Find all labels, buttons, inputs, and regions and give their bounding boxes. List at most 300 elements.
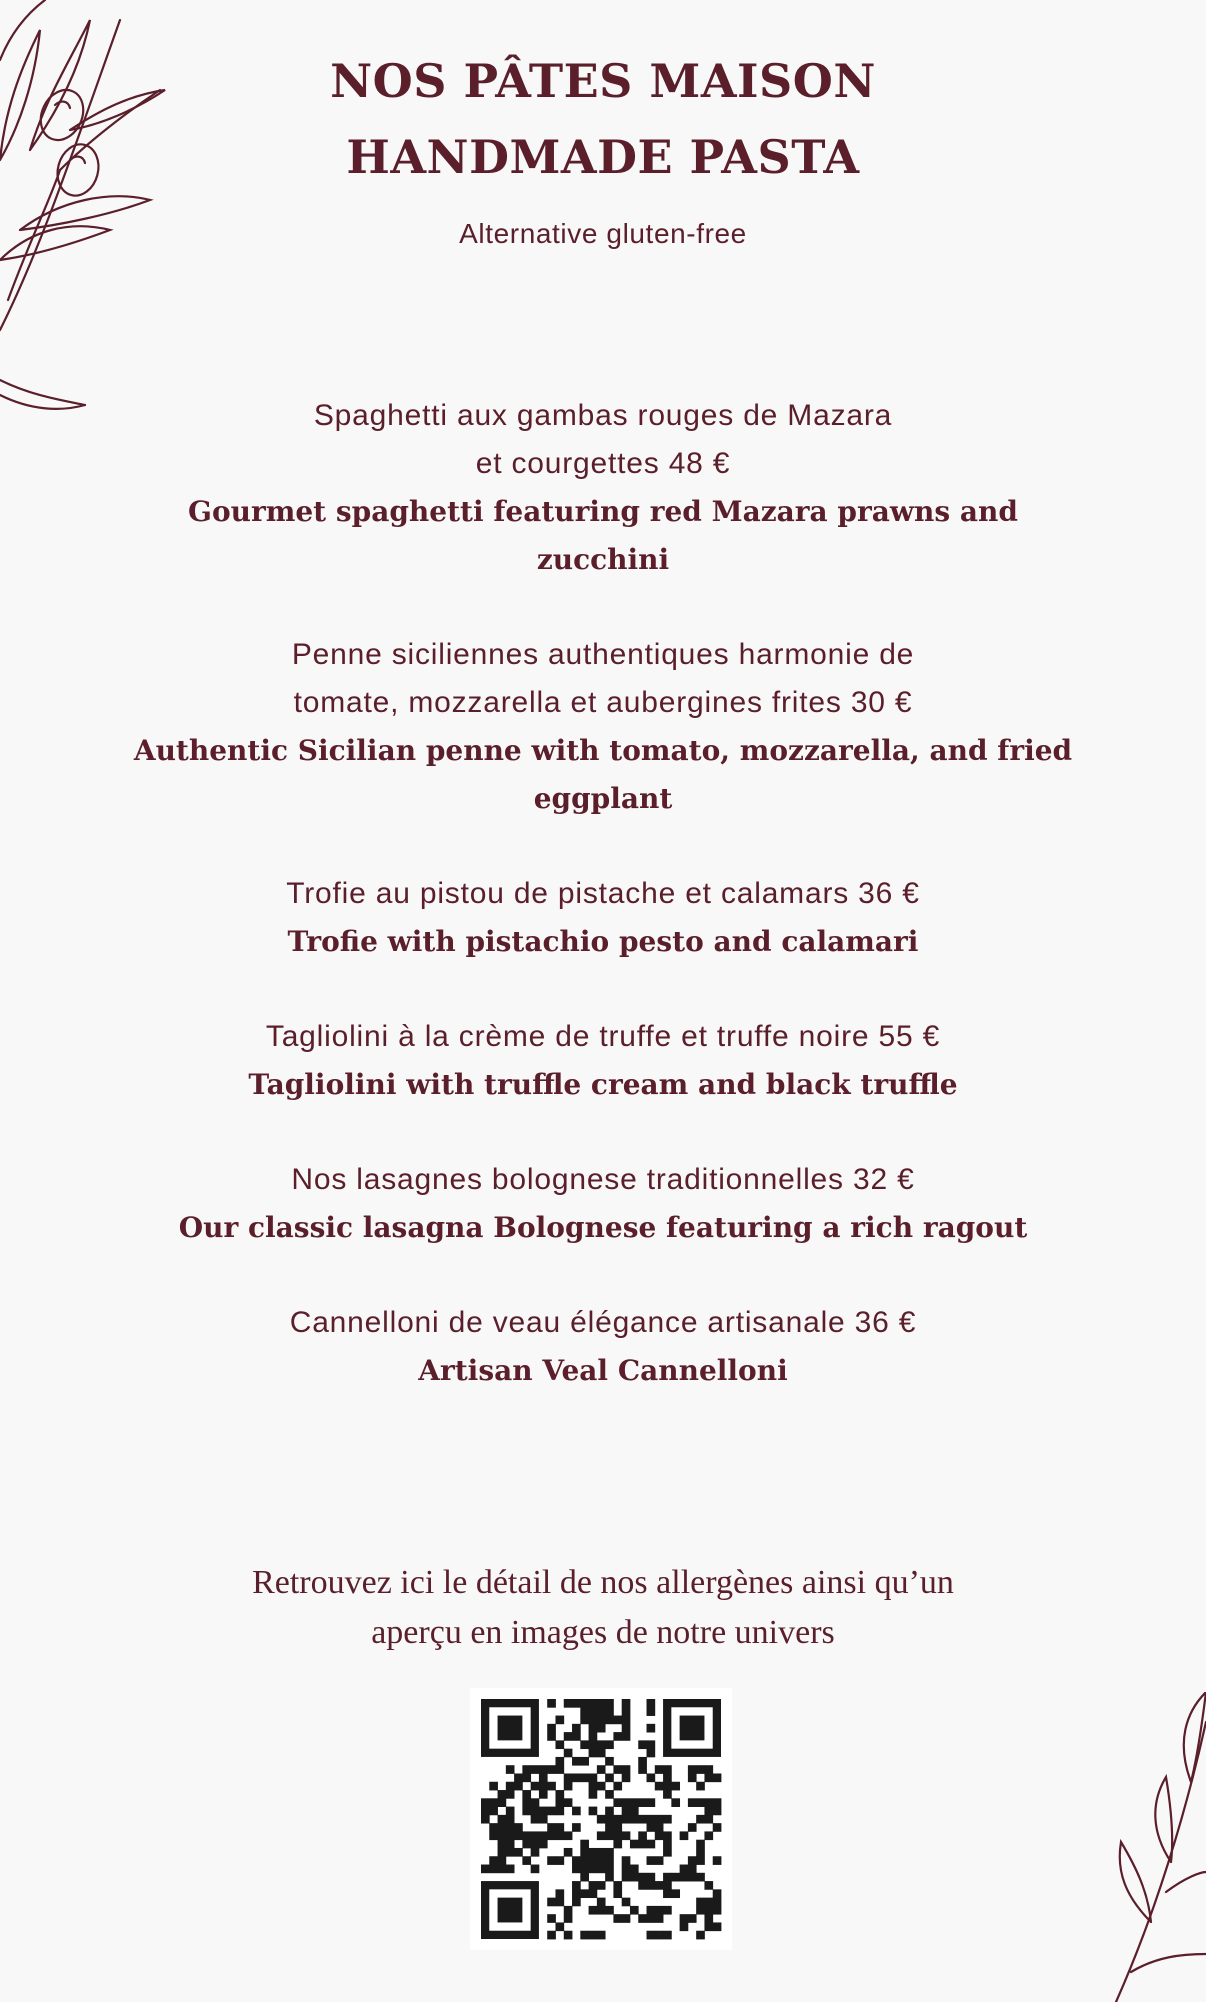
qr-module <box>498 1798 507 1807</box>
qr-module <box>622 1914 631 1923</box>
qr-module <box>489 1798 498 1807</box>
qr-module <box>572 1757 581 1766</box>
qr-module <box>647 1740 656 1749</box>
qr-module <box>713 1823 722 1832</box>
qr-module <box>647 1707 656 1716</box>
qr-module <box>481 1807 490 1816</box>
qr-module <box>506 1848 515 1857</box>
qr-module <box>481 1798 490 1807</box>
qr-module <box>539 1765 548 1774</box>
qr-module <box>680 1865 689 1874</box>
qr-module <box>498 1815 507 1824</box>
qr-module <box>531 1798 540 1807</box>
qr-module <box>589 1807 598 1816</box>
qr-module <box>589 1699 598 1708</box>
qr-module <box>589 1889 598 1898</box>
qr-module <box>580 1848 589 1857</box>
qr-module <box>622 1732 631 1741</box>
qr-module <box>597 1856 606 1865</box>
dish-name-en: Gourmet spaghetti featuring red Mazara prawns and zucchini <box>188 495 1018 576</box>
qr-module <box>647 1881 656 1890</box>
qr-module <box>531 1782 540 1791</box>
qr-module <box>663 1906 672 1915</box>
qr-module <box>547 1782 556 1791</box>
qr-module <box>597 1699 606 1708</box>
qr-module <box>597 1931 606 1940</box>
qr-module <box>638 1914 647 1923</box>
qr-module <box>696 1840 705 1849</box>
qr-module <box>498 1716 523 1741</box>
qr-module <box>547 1898 556 1907</box>
qr-module <box>531 1807 540 1816</box>
qr-module <box>688 1914 697 1923</box>
qr-module <box>572 1889 581 1898</box>
dish-name-fr <box>100 392 1106 488</box>
qr-module <box>564 1749 573 1758</box>
qr-module <box>506 1840 515 1849</box>
qr-module <box>613 1732 622 1741</box>
qr-module <box>605 1807 614 1816</box>
qr-module <box>713 1773 722 1782</box>
qr-module <box>580 1840 589 1849</box>
qr-module <box>539 1815 548 1824</box>
qr-module <box>589 1790 598 1799</box>
qr-module <box>597 1848 606 1857</box>
qr-module <box>589 1782 598 1791</box>
qr-module <box>630 1865 639 1874</box>
qr-module <box>506 1823 515 1832</box>
qr-module <box>564 1931 573 1940</box>
dish-name-fr-line: et courgettes 48 € <box>475 447 731 480</box>
qr-module <box>613 1716 622 1725</box>
qr-module <box>647 1815 656 1824</box>
qr-module <box>589 1856 598 1865</box>
qr-module <box>696 1782 705 1791</box>
qr-module <box>489 1807 498 1816</box>
qr-module <box>580 1740 589 1749</box>
qr-module <box>638 1815 647 1824</box>
qr-module <box>597 1782 606 1791</box>
dish-name-fr: Cannelloni de veau élégance artisanale 36 € <box>289 1306 917 1339</box>
qr-module <box>680 1922 689 1931</box>
qr-module <box>531 1831 540 1840</box>
qr-module <box>696 1906 705 1915</box>
qr-module <box>489 1823 498 1832</box>
qr-module <box>555 1716 564 1725</box>
qr-module <box>555 1757 564 1766</box>
qr-module <box>498 1848 507 1857</box>
qr-module <box>696 1815 705 1824</box>
qr-module <box>597 1765 606 1774</box>
qr-module <box>572 1699 581 1708</box>
qr-module <box>680 1873 689 1882</box>
qr-module <box>663 1840 672 1849</box>
qr-module <box>704 1798 713 1807</box>
qr-module <box>663 1889 672 1898</box>
qr-module <box>647 1699 656 1708</box>
qr-module <box>713 1898 722 1907</box>
qr-module <box>605 1716 614 1725</box>
qr-module <box>605 1707 614 1716</box>
menu-subtitle: Alternative gluten-free <box>459 218 747 249</box>
dish-name-en: Tagliolini with truffle cream and black truffle <box>248 1068 958 1101</box>
qr-module <box>622 1765 631 1774</box>
qr-module <box>622 1815 631 1824</box>
qr-module <box>655 1881 664 1890</box>
qr-module <box>522 1856 531 1865</box>
qr-module <box>564 1831 573 1840</box>
qr-module <box>605 1823 614 1832</box>
qr-module <box>696 1873 705 1882</box>
qr-module <box>663 1782 672 1791</box>
qr-module <box>580 1699 589 1708</box>
qr-module <box>506 1831 515 1840</box>
qr-module <box>564 1914 573 1923</box>
qr-module <box>638 1798 647 1807</box>
qr-module <box>522 1790 531 1799</box>
qr-module <box>506 1765 515 1774</box>
qr-module <box>613 1840 622 1849</box>
qr-module <box>547 1724 556 1733</box>
qr-module <box>580 1707 589 1716</box>
qr-module <box>555 1790 564 1799</box>
qr-module <box>630 1906 639 1915</box>
qr-module <box>547 1732 556 1741</box>
qr-module <box>638 1881 647 1890</box>
qr-module <box>597 1881 606 1890</box>
qr-module <box>547 1699 556 1708</box>
qr-module <box>555 1898 564 1907</box>
qr-module <box>555 1740 564 1749</box>
qr-module <box>647 1823 656 1832</box>
qr-module <box>696 1765 705 1774</box>
qr-module <box>514 1782 523 1791</box>
qr-module <box>605 1699 614 1708</box>
list-item <box>100 631 1106 823</box>
qr-module <box>622 1873 631 1882</box>
qr-module <box>704 1881 713 1890</box>
qr-module <box>572 1724 581 1733</box>
list-item <box>100 1156 1106 1252</box>
qr-module <box>630 1798 639 1807</box>
qr-module <box>506 1865 515 1874</box>
menu-title-fr: NOS PÂTES MAISON <box>330 54 876 108</box>
qr-module <box>655 1856 664 1865</box>
qr-module <box>597 1815 606 1824</box>
qr-module <box>688 1865 697 1874</box>
qr-module <box>589 1740 598 1749</box>
qr-module <box>696 1798 705 1807</box>
qr-module <box>605 1856 614 1865</box>
qr-module <box>589 1716 598 1725</box>
qr-module <box>547 1765 556 1774</box>
qr-module <box>589 1707 598 1716</box>
qr-module <box>539 1807 548 1816</box>
qr-module <box>572 1856 581 1865</box>
qr-module <box>597 1749 606 1758</box>
qr-module <box>688 1798 697 1807</box>
dish-name-fr: Nos lasagnes bolognese traditionnelles 32 € <box>291 1163 915 1196</box>
qr-module <box>622 1707 631 1716</box>
qr-module <box>663 1815 672 1824</box>
qr-module <box>655 1765 664 1774</box>
qr-module <box>489 1831 498 1840</box>
qr-module <box>638 1740 647 1749</box>
qr-module <box>572 1898 581 1907</box>
qr-module <box>638 1840 647 1849</box>
qr-module <box>555 1823 564 1832</box>
qr-module <box>506 1790 515 1799</box>
qr-module <box>688 1856 697 1865</box>
dish-name-en: Artisan Veal Cannelloni <box>418 1354 788 1387</box>
qr-module <box>713 1807 722 1816</box>
qr-module <box>671 1873 680 1882</box>
qr-module <box>655 1906 664 1915</box>
qr-module <box>580 1889 589 1898</box>
qr-module <box>647 1798 656 1807</box>
qr-module <box>489 1856 498 1865</box>
qr-module <box>597 1898 606 1907</box>
qr-module <box>605 1757 614 1766</box>
qr-module <box>522 1765 531 1774</box>
qr-module <box>696 1898 705 1907</box>
qr-module <box>622 1831 631 1840</box>
qr-module <box>580 1873 589 1882</box>
qr-module <box>580 1716 589 1725</box>
qr-module <box>638 1831 647 1840</box>
qr-module <box>704 1831 713 1840</box>
qr-module <box>630 1815 639 1824</box>
qr-module <box>555 1831 564 1840</box>
qr-module <box>638 1873 647 1882</box>
qr-module <box>498 1790 507 1799</box>
qr-module <box>680 1831 689 1840</box>
qr-module <box>713 1856 722 1865</box>
qr-module <box>547 1831 556 1840</box>
qr-module <box>622 1865 631 1874</box>
qr-module <box>572 1732 581 1741</box>
qr-module <box>605 1740 614 1749</box>
qr-module <box>605 1906 614 1915</box>
qr-module <box>613 1831 622 1840</box>
qr-module <box>564 1699 573 1708</box>
qr-module <box>564 1848 573 1857</box>
qr-module <box>589 1773 598 1782</box>
qr-module <box>531 1765 540 1774</box>
qr-module <box>663 1831 672 1840</box>
qr-module <box>547 1931 556 1940</box>
qr-module <box>555 1856 564 1865</box>
qr-module <box>688 1773 697 1782</box>
qr-module <box>605 1873 614 1882</box>
qr-module <box>489 1865 498 1874</box>
qr-module <box>589 1931 598 1940</box>
qr-module <box>547 1914 556 1923</box>
qr-module <box>647 1914 656 1923</box>
qr-module <box>655 1831 664 1840</box>
qr-module <box>580 1931 589 1940</box>
qr-module <box>564 1773 573 1782</box>
qr-module <box>522 1773 531 1782</box>
qr-module <box>671 1798 680 1807</box>
qr-module <box>713 1798 722 1807</box>
qr-module <box>613 1798 622 1807</box>
qr-module <box>589 1848 598 1857</box>
qr-module <box>713 1922 722 1931</box>
qr-module <box>481 1815 490 1824</box>
qr-module <box>580 1773 589 1782</box>
qr-module <box>647 1724 656 1733</box>
qr-module <box>663 1765 672 1774</box>
qr-module <box>522 1840 531 1849</box>
qr-module <box>647 1906 656 1915</box>
dish-name-fr-line: Penne siciliennes authentiques harmonie de <box>291 638 915 671</box>
qr-module <box>605 1831 614 1840</box>
qr-module <box>605 1790 614 1799</box>
qr-module <box>564 1732 573 1741</box>
qr-module <box>597 1716 606 1725</box>
qr-module <box>622 1716 631 1725</box>
dish-name-fr-line: Spaghetti aux gambas rouges de Mazara <box>313 399 893 432</box>
qr-module <box>605 1848 614 1857</box>
qr-module <box>613 1914 622 1923</box>
qr-module <box>680 1914 689 1923</box>
qr-module <box>704 1765 713 1774</box>
qr-module <box>539 1782 548 1791</box>
qr-module <box>589 1724 598 1733</box>
qr-module <box>555 1807 564 1816</box>
qr-module <box>589 1732 598 1741</box>
qr-module <box>655 1782 664 1791</box>
qr-module <box>704 1807 713 1816</box>
qr-module <box>622 1807 631 1816</box>
qr-module <box>589 1881 598 1890</box>
dish-name-fr: Trofie au pistou de pistache et calamars 36 € <box>286 877 920 910</box>
qr-module <box>514 1773 523 1782</box>
qr-module <box>663 1790 672 1799</box>
qr-module <box>613 1881 622 1890</box>
qr-module <box>555 1889 564 1898</box>
qr-module <box>655 1815 664 1824</box>
qr-module <box>688 1873 697 1882</box>
qr-module <box>605 1815 614 1824</box>
qr-module <box>531 1815 540 1824</box>
qr-module <box>572 1773 581 1782</box>
qr-module <box>555 1798 564 1807</box>
qr-module <box>506 1815 515 1824</box>
qr-module <box>613 1782 622 1791</box>
qr-module <box>589 1749 598 1758</box>
qr-module <box>630 1840 639 1849</box>
qr-module <box>589 1906 598 1915</box>
qr-module <box>597 1707 606 1716</box>
qr-module <box>613 1765 622 1774</box>
qr-module <box>539 1773 548 1782</box>
dish-list <box>100 392 1106 1442</box>
qr-module <box>704 1922 713 1931</box>
qr-module <box>572 1807 581 1816</box>
qr-module <box>514 1831 523 1840</box>
dish-name-fr: Tagliolini à la crème de truffe et truffe noire 55 € <box>265 1020 941 1053</box>
qr-module <box>647 1856 656 1865</box>
qr-module <box>489 1782 498 1791</box>
qr-module <box>647 1873 656 1882</box>
qr-module <box>531 1865 540 1874</box>
dish-name-fr-line: tomate, mozzarella et aubergines frites 30 € <box>293 686 913 719</box>
qr-module <box>688 1765 697 1774</box>
allergen-info-line: Retrouvez ici le détail de nos allergènes ainsi qu’un <box>252 1564 954 1601</box>
qr-module <box>605 1865 614 1874</box>
qr-module <box>696 1931 705 1940</box>
qr-module <box>547 1823 556 1832</box>
qr-module <box>564 1782 573 1791</box>
qr-module <box>663 1931 672 1940</box>
qr-module <box>580 1865 589 1874</box>
list-item <box>100 1013 1106 1109</box>
qr-module <box>704 1906 713 1915</box>
qr-module <box>622 1856 631 1865</box>
qr-module <box>506 1807 515 1816</box>
qr-module <box>498 1840 507 1849</box>
qr-module <box>547 1856 556 1865</box>
qr-module <box>680 1716 705 1741</box>
qr-module <box>713 1889 722 1898</box>
qr-module <box>589 1865 598 1874</box>
qr-module <box>498 1865 507 1874</box>
qr-module <box>688 1823 697 1832</box>
qr-module <box>647 1931 656 1940</box>
qr-module <box>580 1757 589 1766</box>
qr-module <box>514 1848 523 1857</box>
qr-module <box>514 1823 523 1832</box>
qr-module <box>564 1798 573 1807</box>
allergen-info <box>0 1558 1206 1658</box>
qr-module <box>481 1865 490 1874</box>
menu-title-en: HANDMADE PASTA <box>346 130 860 184</box>
qr-module <box>713 1906 722 1915</box>
qr-module <box>622 1699 631 1708</box>
qr-module <box>663 1873 672 1882</box>
qr-module <box>498 1898 523 1923</box>
dish-name-en: Trofie with pistachio pesto and calamari <box>287 925 919 958</box>
qr-module <box>531 1848 540 1857</box>
qr-module <box>539 1831 548 1840</box>
qr-module <box>597 1740 606 1749</box>
list-item <box>100 1299 1106 1395</box>
qr-module <box>647 1749 656 1758</box>
qr-code-icon[interactable] <box>470 1688 732 1950</box>
qr-module <box>498 1823 507 1832</box>
dish-name-en: Our classic lasagna Bolognese featuring a rich ragout <box>178 1211 1028 1244</box>
qr-module <box>522 1831 531 1840</box>
qr-module <box>522 1798 531 1807</box>
qr-module <box>647 1773 656 1782</box>
dish-name-fr <box>100 631 1106 727</box>
qr-module <box>696 1856 705 1865</box>
qr-module <box>622 1773 631 1782</box>
qr-module <box>531 1840 540 1849</box>
qr-module <box>647 1840 656 1849</box>
qr-module <box>622 1798 631 1807</box>
qr-module <box>613 1889 622 1898</box>
olive-branch-icon <box>1096 1692 1206 2002</box>
qr-module <box>597 1865 606 1874</box>
qr-module <box>572 1823 581 1832</box>
qr-module <box>539 1790 548 1799</box>
qr-module <box>547 1807 556 1816</box>
qr-module <box>638 1765 647 1774</box>
dish-name-en: Authentic Sicilian penne with tomato, mozzarella, and fried eggplant <box>133 734 1073 815</box>
